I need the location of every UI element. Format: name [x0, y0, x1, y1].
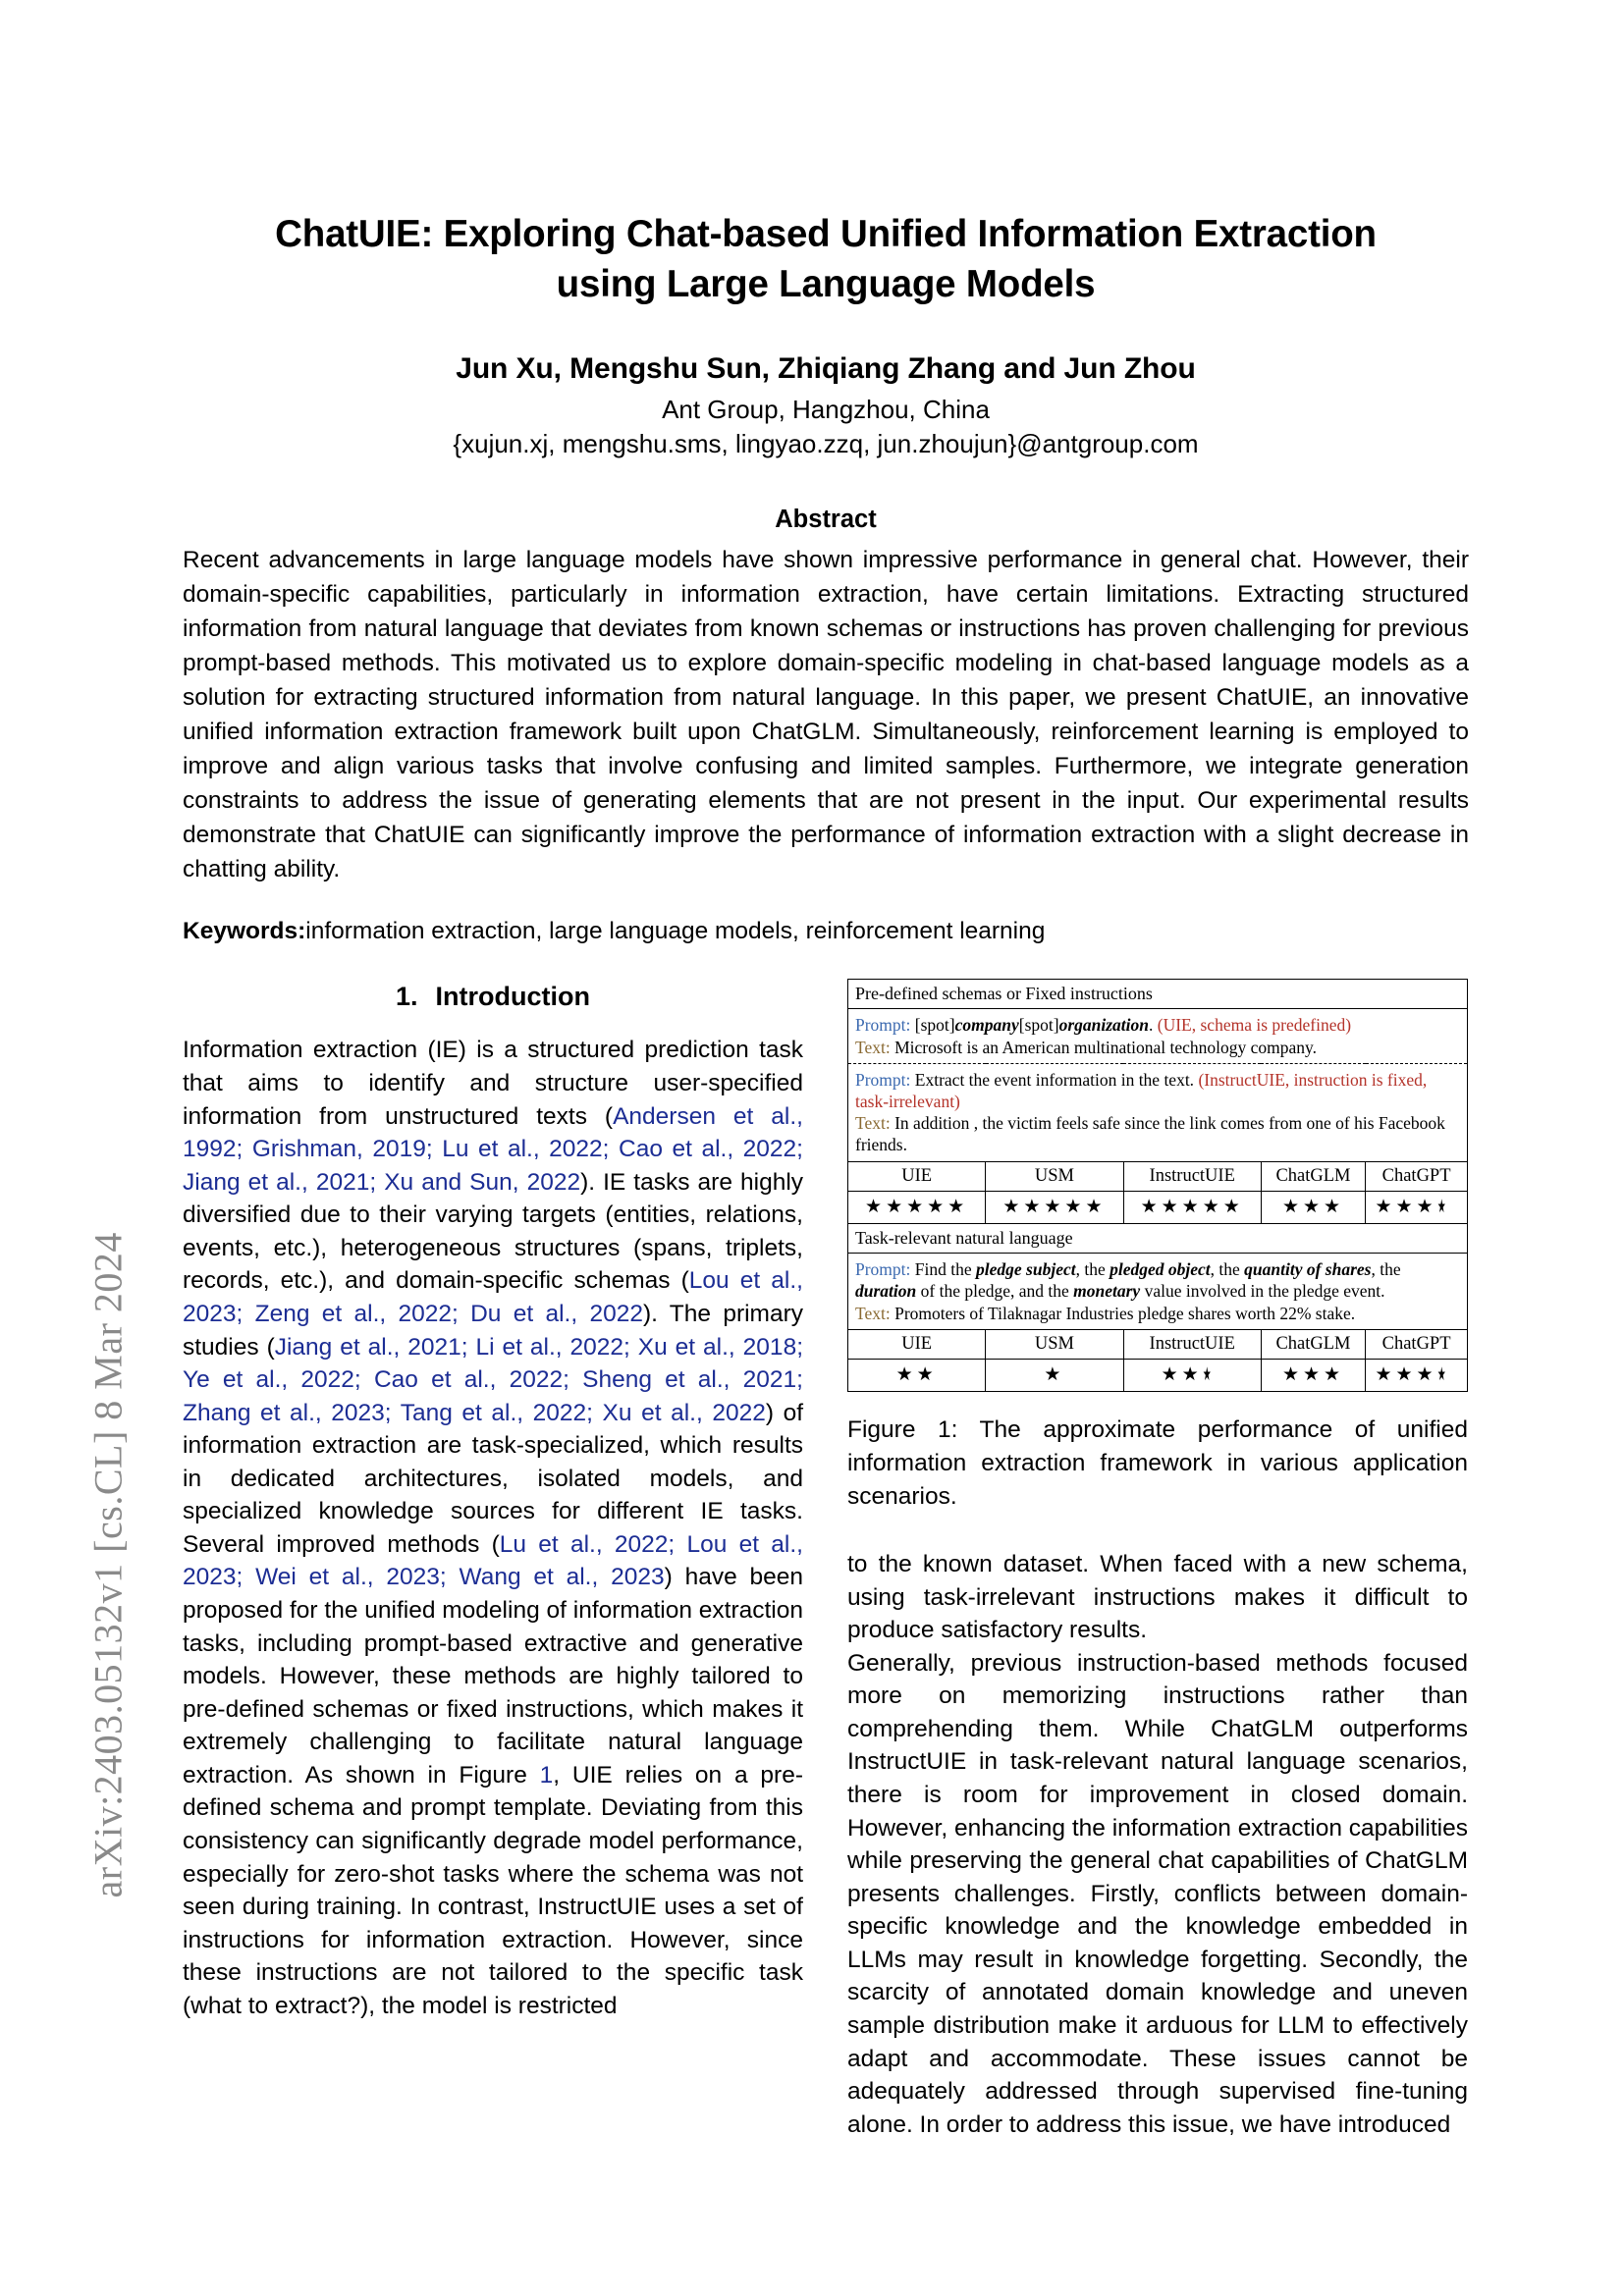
body-text-run: ). The primary studies (: [183, 1300, 803, 1361]
example-block-pledge: [848, 1254, 1468, 1330]
model-header-instructuie: InstructUIE: [1123, 1161, 1261, 1191]
text-label: Text:: [855, 1303, 891, 1323]
figure-1-table: [847, 979, 1468, 1392]
figure-1-caption: Figure 1: The approximate performance of unified information extraction framework in various application scenarios.: [847, 1416, 1468, 1510]
rating-schema-uie: ★★★★★: [848, 1192, 986, 1224]
prompt-keyword-monetary: monetary: [1073, 1281, 1141, 1302]
model-header-chatgpt-2: ChatGPT: [1366, 1329, 1468, 1359]
body-text-run: ) have been proposed for the unified modeling of information extraction tasks, including prompt-based extractive and generative models. However, these methods are highly tailored to pre-defined schemas or fixed instructions, which makes it extremely challenging to facilitate natural language extraction. As shown in Figure: [183, 1564, 803, 1789]
band-label-natural-language: Task-relevant natural language: [848, 1224, 1468, 1254]
section-heading-introduction: [183, 979, 803, 1015]
text-label: Text:: [855, 1113, 891, 1134]
prompt-label: Prompt:: [855, 1069, 911, 1090]
text-value: In addition , the victim feels safe since the link comes from one of his Facebook friends.: [855, 1113, 1445, 1155]
table-row: [848, 1009, 1468, 1063]
right-paragraph-2: Generally, previous instruction-based methods focused more on memorizing instructions rather than comprehending them. While ChatGLM outperforms InstructUIE in task-relevant natural language scenarios, there is room for improvement in closed domain. However, enhancing the information extraction capabilities while preserving the general chat capabilities of ChatGLM presents challenges. Firstly, conflicts between domain-specific knowledge and the knowledge embedded in LLMs may result in knowledge forgetting. Secondly, the scarcity of annotated domain knowledge and uneven sample distribution make it arduous for LLM to effectively adapt and accommodate. These issues cannot be adequately addressed through supervised fine-tuning alone. In order to address this issue, we have introduced: [847, 1649, 1468, 2138]
citation-ref[interactable]: Jiang et al., 2021; Li et al., 2022; Xu et al., 2018; Ye et al., 2022; Cao et al., 2022; Sheng et al., 2021; Zhang et al., 2023; Tang et al., 2022; Xu et al., 2022: [183, 1333, 803, 1426]
text-value: Microsoft is an American multinational technology company.: [890, 1037, 1318, 1057]
model-header-instructuie-2: InstructUIE: [1123, 1329, 1261, 1359]
band-label-schemas: Pre-defined schemas or Fixed instructions: [848, 980, 1468, 1009]
section-number: 1.: [396, 982, 418, 1012]
prompt-text-b: , the: [1075, 1259, 1110, 1280]
abstract-body: Recent advancements in large language models have shown impressive performance in general chat. However, their domain-specific capabilities, particularly in information extraction, have certain limitations. Extracting structured information from natural language that deviates from known schemas or instructions has proven challenging for previous prompt-based methods. This motivated us to explore domain-specific modeling in chat-based language models as a solution for extracting structured information from natural language. In this paper, we present ChatUIE, an innovative unified information extraction framework built upon ChatGLM. Simultaneously, reinforcement learning is employed to improve and align various tasks that involve confusing and limited samples. Furthermore, we integrate generation constraints to address the issue of generating elements that are not present in the input. Our experimental results demonstrate that ChatUIE can significantly improve the performance of information extraction with a slight decrease in chatting ability.: [183, 547, 1469, 882]
prompt-line: [855, 1014, 1460, 1036]
example-block-uie: [848, 1009, 1468, 1063]
text-line: [855, 1303, 1460, 1324]
figure-1: [847, 979, 1468, 1513]
model-header-chatglm: ChatGLM: [1261, 1161, 1365, 1191]
rating-nl-uie: ★★: [848, 1360, 986, 1392]
table-header-row: [848, 1161, 1468, 1191]
citation-ref[interactable]: Lou et al., 2023; Zeng et al., 2022; Du et al., 2022: [183, 1267, 803, 1327]
author-names: Jun Xu, Mengshu Sun, Zhiqiang Zhang and Jun Zhou: [456, 352, 1196, 386]
prompt-keyword-company: company: [954, 1015, 1019, 1036]
prompt-label: Prompt:: [855, 1259, 911, 1280]
prompt-keyword-quantity-of-shares: quantity of shares: [1244, 1259, 1372, 1280]
introduction-paragraph: [183, 1034, 803, 2022]
citation-ref[interactable]: Andersen et al., 1992; Grishman, 2019; Lu et al., 2022; Cao et al., 2022; Jiang et al., 2021; Xu and Sun, 2022: [183, 1102, 803, 1196]
citation-ref[interactable]: Lu et al., 2022; Lou et al., 2023; Wei et al., 2023; Wang et al., 2023: [183, 1530, 803, 1591]
left-column: [183, 979, 803, 2141]
table-rating-row: [848, 1360, 1468, 1392]
prompt-line: [855, 1258, 1460, 1302]
author-emails: {xujun.xj, mengshu.sms, lingyao.zzq, jun.zhoujun}@antgroup.com: [453, 429, 1199, 459]
right-column: [847, 979, 1468, 2141]
model-header-uie: UIE: [848, 1161, 986, 1191]
right-paragraph-1: to the known dataset. When faced with a new schema, using task-irrelevant instructions makes it difficult to produce satisfactory results.: [847, 1551, 1468, 1644]
prompt-keyword-organization: organization: [1058, 1015, 1150, 1036]
model-header-usm: USM: [986, 1161, 1123, 1191]
model-header-usm-2: USM: [986, 1329, 1123, 1359]
model-header-chatglm-2: ChatGLM: [1261, 1329, 1365, 1359]
table-row: [848, 1254, 1468, 1330]
two-column-body: [183, 979, 1469, 2141]
text-line: [855, 1037, 1460, 1058]
keywords-label: Keywords:: [183, 918, 306, 945]
rating-nl-usm: ★: [986, 1360, 1123, 1392]
author-block: [183, 352, 1469, 459]
author-affiliation: Ant Group, Hangzhou, China: [662, 395, 990, 425]
rating-nl-chatglm: ★★★: [1261, 1360, 1365, 1392]
prompt-text-d: , the: [1371, 1259, 1401, 1280]
prompt-text-a: [spot]: [910, 1015, 955, 1036]
prompt-text-c: , the: [1210, 1259, 1245, 1280]
model-header-chatgpt: ChatGPT: [1366, 1161, 1468, 1191]
table-header-row: [848, 1329, 1468, 1359]
section-title: Introduction: [435, 982, 590, 1012]
page-title: ChatUIE: Exploring Chat-based Unified Information Extraction using Large Language Models: [275, 213, 1377, 306]
citation-ref[interactable]: 1: [539, 1761, 554, 1789]
rating-schema-chatglm: ★★★: [1261, 1192, 1365, 1224]
table-row: [848, 1224, 1468, 1254]
body-text-run: , UIE relies on a pre-defined schema and prompt template. Deviating from this consistency can significantly degrade model performance, especially for zero-shot tasks where the schema was not seen during training. In contrast, InstructUIE uses a set of instructions for information extraction. However, since these instructions are not tailored to the specific task (what to extract?), the model is restricted: [183, 1761, 803, 2019]
rating-nl-instructuie: ★★★: [1123, 1360, 1261, 1392]
body-text-run: ). IE tasks are highly diversified due to their varying targets (entities, relations, events, etc.), heterogeneous structures (spans, triplets, records, etc.), and domain-specific schemas (: [183, 1168, 804, 1295]
prompt-note: (UIE, schema is predefined): [1157, 1015, 1352, 1036]
example-block-instructuie: [848, 1063, 1468, 1161]
prompt-keyword-pledged-object: pledged object: [1110, 1259, 1211, 1280]
abstract-heading: Abstract: [775, 506, 877, 534]
paper-page: [183, 0, 1469, 2296]
prompt-text-a: Find the: [910, 1259, 977, 1280]
prompt-keyword-pledge-subject: pledge subject: [976, 1259, 1076, 1280]
prompt-text-e: of the pledge, and the: [916, 1281, 1074, 1302]
prompt-text-a: Extract the event information in the text.: [910, 1069, 1199, 1090]
right-column-body: [847, 1548, 1468, 2141]
body-text-run: Information extraction (IE) is a structured prediction task that aims to identify and structure user-specified information from unstructured texts (: [183, 1037, 803, 1130]
prompt-note: (InstructUIE, instruction is fixed, task-irrelevant): [855, 1069, 1428, 1111]
prompt-text-f: value involved in the pledge event.: [1140, 1281, 1385, 1302]
text-value: Promoters of Tilaknagar Industries pledge shares worth 22% stake.: [890, 1303, 1356, 1323]
table-row: [848, 980, 1468, 1009]
text-label: Text:: [855, 1037, 891, 1057]
abstract-section: [183, 506, 1469, 945]
body-text-run: ) of information extraction are task-specialized, which results in dedicated architectures, isolated models, and specialized knowledge sources for different IE tasks. Several improved methods (: [183, 1399, 804, 1558]
prompt-text-b: [spot]: [1018, 1015, 1059, 1036]
prompt-line: [855, 1069, 1460, 1112]
prompt-keyword-duration: duration: [855, 1281, 917, 1302]
rating-nl-chatgpt: ★★★★: [1366, 1360, 1468, 1392]
table-rating-row: [848, 1192, 1468, 1224]
keywords-value: information extraction, large language models, reinforcement learning: [305, 918, 1046, 945]
rating-schema-instructuie: ★★★★★: [1123, 1192, 1261, 1224]
keywords-line: [183, 918, 1469, 945]
prompt-label: Prompt:: [855, 1015, 911, 1036]
text-line: [855, 1112, 1460, 1155]
rating-schema-chatgpt: ★★★★: [1366, 1192, 1468, 1224]
table-row: [848, 1063, 1468, 1161]
arxiv-stamp-text: arXiv:2403.05132v1 [cs.CL] 8 Mar 2024: [85, 1232, 131, 1898]
arxiv-stamp: [0, 0, 131, 2296]
prompt-text-c: .: [1149, 1015, 1158, 1036]
title-block: [183, 0, 1469, 459]
rating-schema-usm: ★★★★★: [986, 1192, 1123, 1224]
model-header-uie-2: UIE: [848, 1329, 986, 1359]
